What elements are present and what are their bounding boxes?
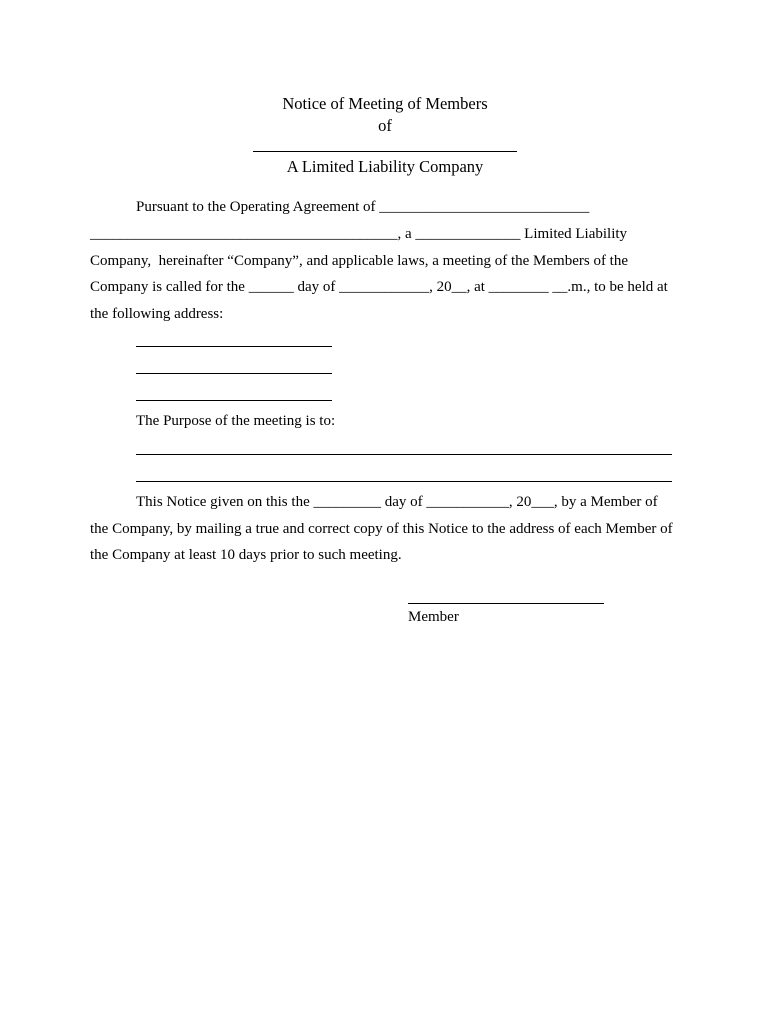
- paragraph1-line4: Company is called for the ______ day of ____________, 20__, at ________ __.m., to be held at: [90, 279, 668, 295]
- paragraph2-line2: the Company, by mailing a true and correct copy of this Notice to the address of each Member of: [90, 521, 673, 537]
- paragraph1-line5: the following address:: [90, 306, 224, 322]
- document-title: Notice of Meeting of Members: [282, 94, 488, 113]
- document-subtitle: A Limited Liability Company: [286, 157, 484, 176]
- address-blank-line-3: [136, 400, 332, 401]
- company-name-blank: [253, 151, 517, 152]
- paragraph1-line2: _________________________________________, a ______________ Limited Liability: [90, 226, 628, 242]
- paragraph2-line1: This Notice given on this the _________ day of ___________, 20___, by a Member of: [136, 494, 658, 510]
- purpose-blank-line-2: [136, 481, 672, 482]
- title-of: of: [378, 116, 392, 135]
- paragraph2-line3: the Company at least 10 days prior to such meeting.: [90, 547, 402, 563]
- address-blank-line-2: [136, 373, 332, 374]
- signature-line: [408, 603, 604, 604]
- paragraph1-line1: Pursuant to the Operating Agreement of ____________________________: [136, 199, 590, 215]
- signature-label: Member: [408, 609, 459, 625]
- purpose-blank-line-1: [136, 454, 672, 455]
- address-blank-line-1: [136, 346, 332, 347]
- purpose-label: The Purpose of the meeting is to:: [136, 413, 336, 429]
- paragraph1-line3: Company, hereinafter “Company”, and applicable laws, a meeting of the Members of the: [90, 253, 629, 269]
